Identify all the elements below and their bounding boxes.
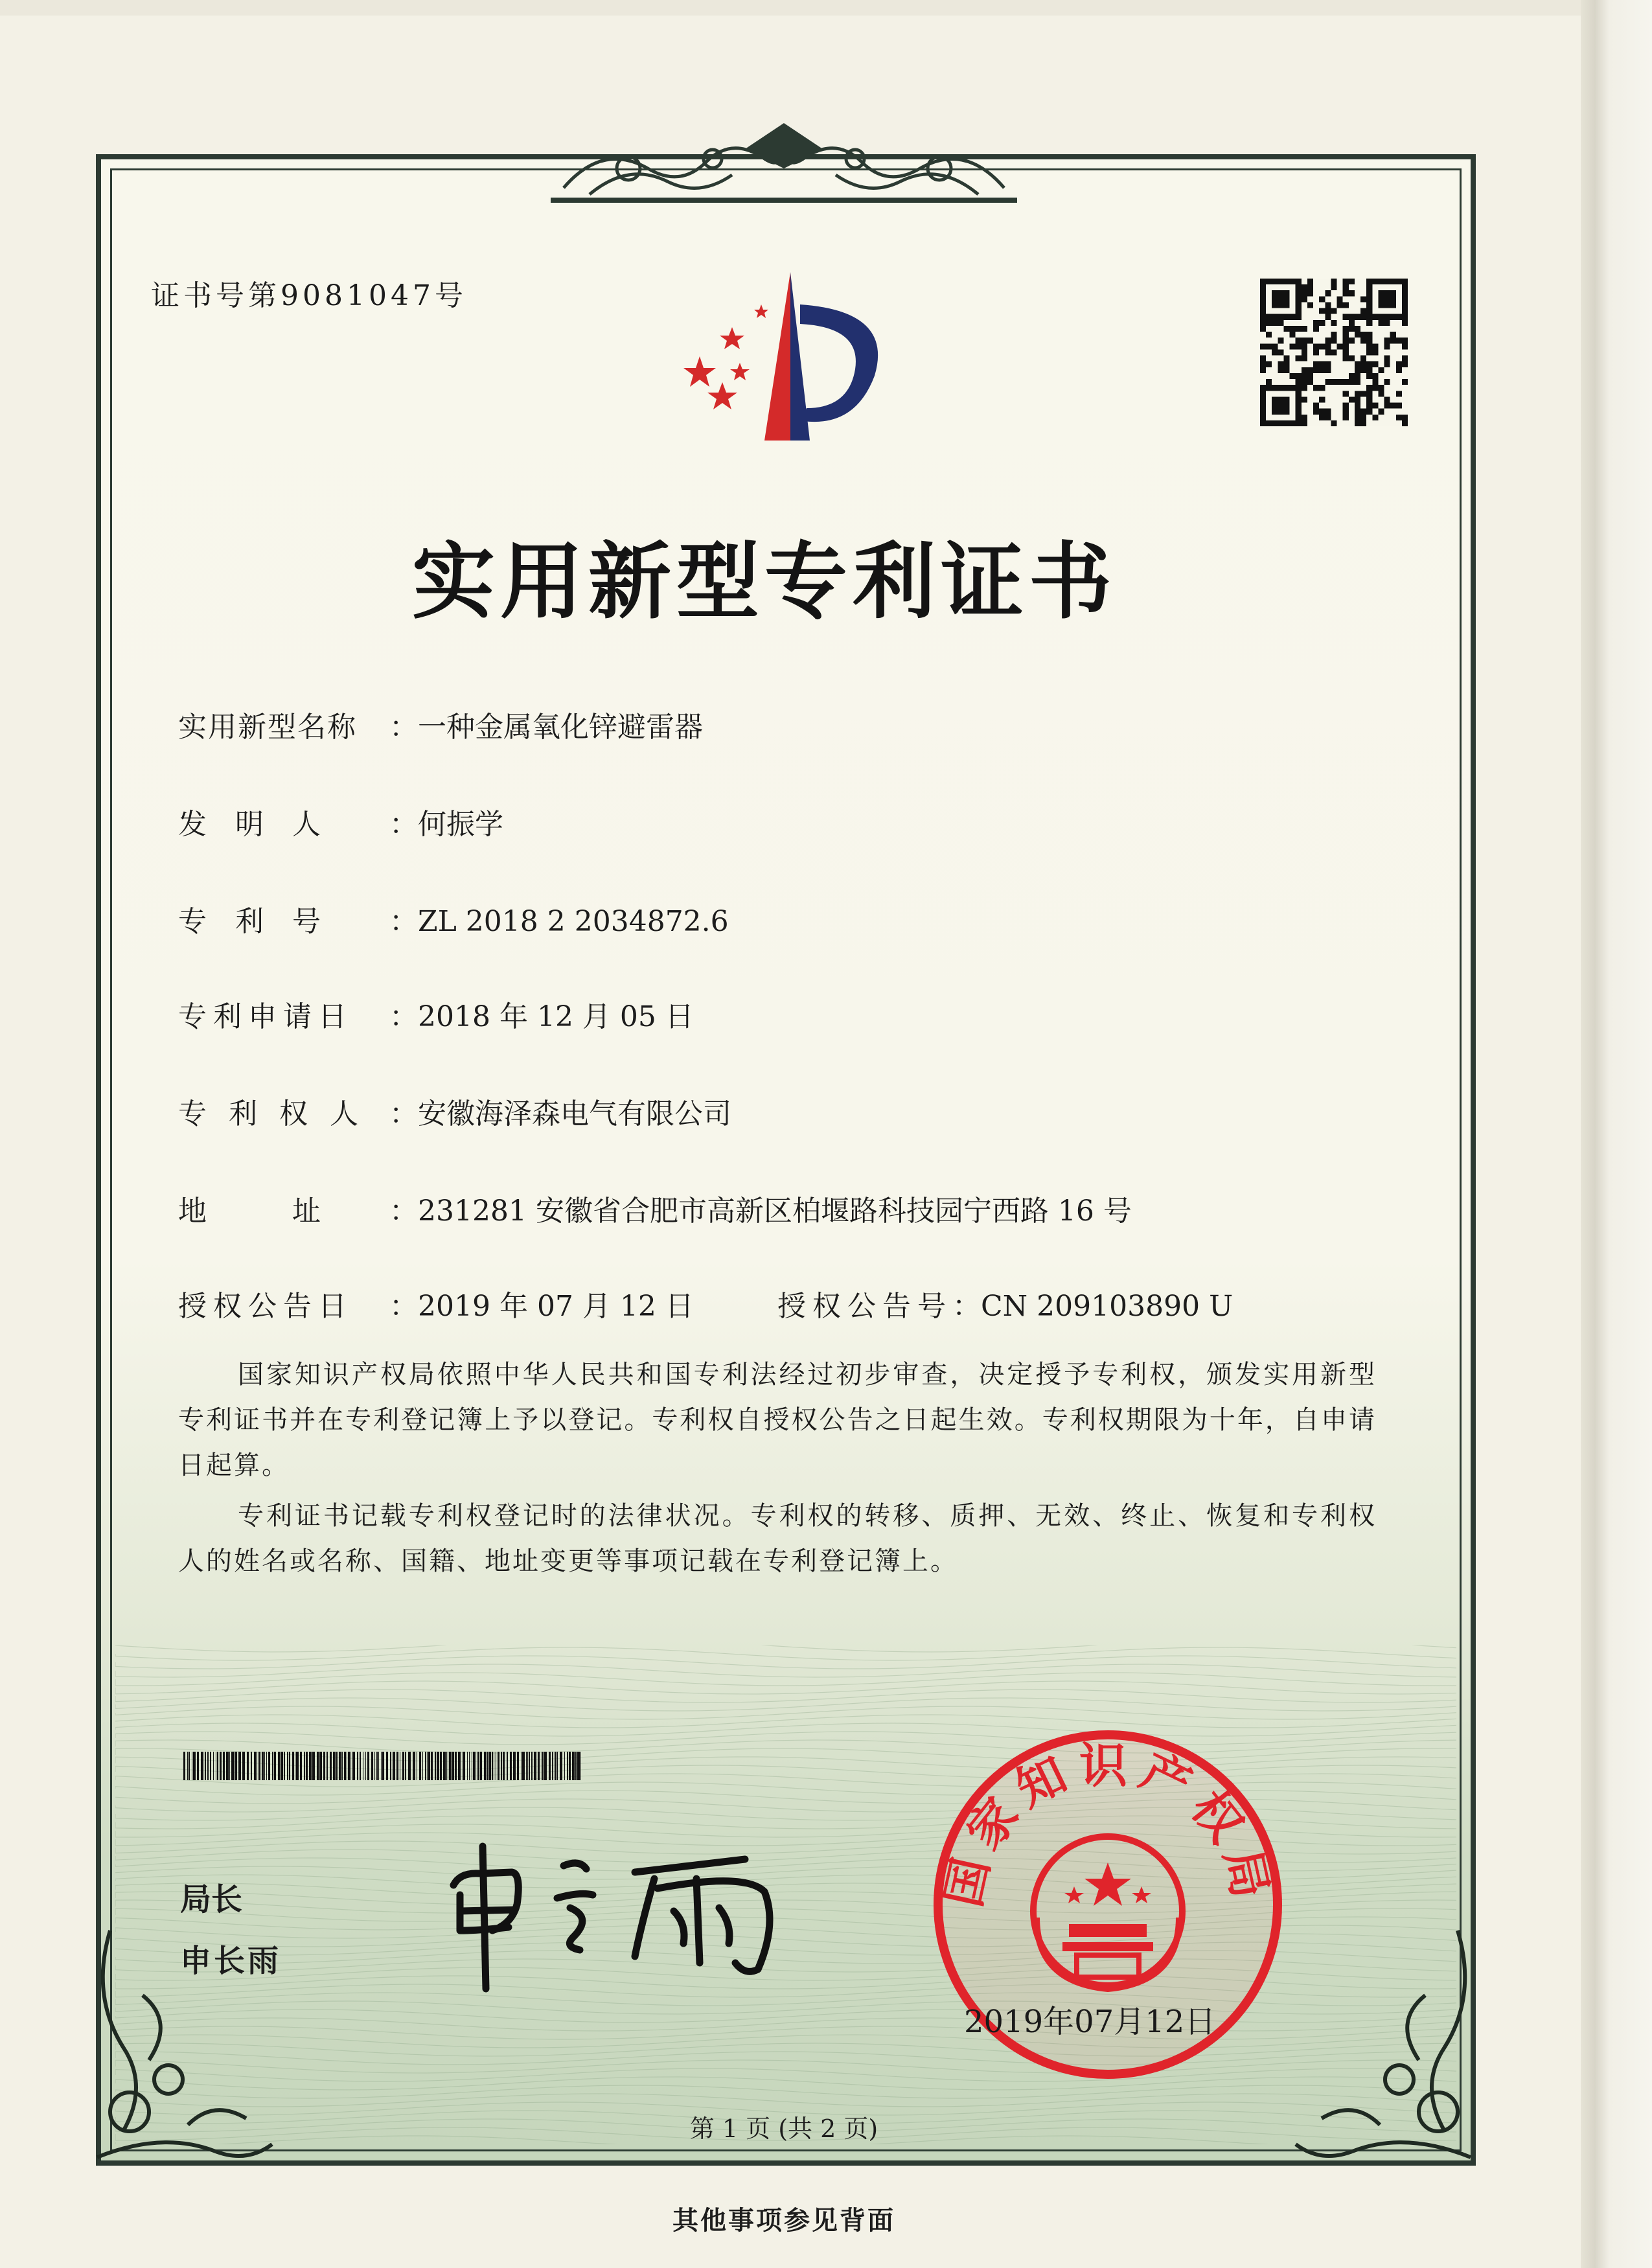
page-number: 第 1 页 (共 2 页): [689, 2114, 878, 2143]
colon: ：: [389, 905, 418, 938]
certificate-title: 实用新型专利证书: [411, 533, 1117, 630]
paper-edge: [1581, 0, 1652, 2268]
colon: ：: [952, 1290, 981, 1323]
director-title: 局长: [180, 1881, 243, 1918]
field-announce-no-label: 授权公告号: [777, 1290, 952, 1323]
field-announce-date: [178, 1283, 694, 1324]
statement-paragraph-2: [178, 1493, 1377, 1584]
field-patent-no-value: ZL 2018 2 2034872.6: [418, 905, 729, 938]
qr-code: [1260, 279, 1408, 426]
seal-text: 国家知识产权局: [935, 1738, 1281, 1912]
field-inventor: [178, 801, 503, 842]
seal-date: 2019年07月12日: [964, 2004, 1216, 2040]
top-ornament-icon: [551, 123, 1017, 207]
field-announce-no-value: CN 209103890 U: [981, 1290, 1233, 1323]
director-name: 申长雨: [180, 1943, 282, 1979]
field-announce-no: [777, 1283, 1233, 1324]
colon: ：: [389, 1000, 418, 1033]
field-patent-no: [178, 898, 729, 939]
barcode: [183, 1752, 585, 1780]
field-address-label: 地 址: [178, 1195, 321, 1228]
field-address: [178, 1187, 1132, 1229]
field-patentee-value: 安徽海泽森电气有限公司: [418, 1097, 731, 1130]
field-name: [178, 704, 703, 745]
field-inventor-label: 发 明 人: [178, 808, 321, 841]
colon: ：: [389, 1195, 418, 1228]
statement-text-1: 国家知识产权局依照中华人民共和国专利法经过初步审查，决定授予专利权，颁发实用新型专利证书并在专利登记簿上予以登记。专利权自授权公告之日起生效。专利权期限为十年，自申请日起算。: [178, 1360, 1377, 1480]
statement-text-2: 专利证书记载专利权登记时的法律状况。专利权的转移、质押、无效、终止、恢复和专利权人的姓名或名称、国籍、地址变更等事项记载在专利登记簿上。: [178, 1501, 1377, 1576]
statement-paragraph-1: [178, 1352, 1377, 1488]
colon: ：: [389, 808, 418, 841]
field-filing-date-label: 专利申请日: [178, 1000, 353, 1033]
colon: ：: [389, 1290, 418, 1323]
field-filing-date: [178, 993, 694, 1035]
field-inventor-value: 何振学: [418, 808, 503, 841]
field-patentee: [178, 1090, 731, 1132]
field-address-value: 231281 安徽省合肥市高新区柏堰路科技园宁西路 16 号: [418, 1195, 1132, 1228]
cnipa-emblem-icon: [661, 266, 907, 453]
colon: ：: [389, 1097, 418, 1130]
field-announce-date-label: 授权公告日: [178, 1290, 353, 1323]
scan-top-strip: [0, 0, 1652, 16]
field-name-value: 一种金属氧化锌避雷器: [418, 711, 703, 744]
footer-note: 其他事项参见背面: [672, 2205, 895, 2236]
colon: ：: [389, 711, 418, 744]
field-name-label: 实用新型名称: [178, 711, 357, 744]
field-patentee-label: 专 利 权 人: [178, 1097, 365, 1130]
director-signature: [441, 1833, 803, 2002]
field-announce-date-value: 2019 年 07 月 12 日: [418, 1290, 694, 1323]
certificate-number: 证书号第9081047号: [151, 279, 467, 312]
field-filing-date-value: 2018 年 12 月 05 日: [418, 1000, 694, 1033]
field-patent-no-label: 专 利 号: [178, 905, 321, 938]
